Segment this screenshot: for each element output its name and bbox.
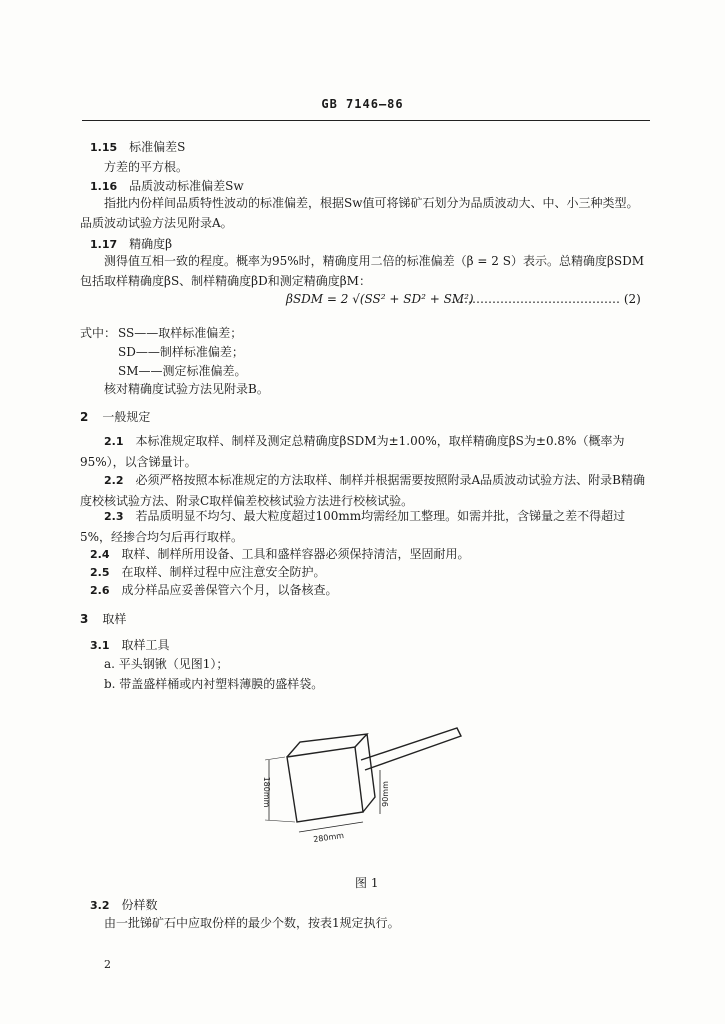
clause-body: 本标准规定取样、制样及测定总精确度βSDM为±1.00%，取样精确度βS为±0.8%（概率为95%），以含锑量计。 (80, 434, 625, 469)
clause-body: 若品质明显不均匀、最大粒度超过100mm均需经加工整理。如需并批，含锑量之差不得超过5%，经掺合均匀后再行取样。 (80, 509, 626, 544)
header-rule (82, 120, 650, 121)
clause-number: 2.1 (104, 435, 124, 448)
clause-2-2 (80, 470, 650, 511)
clause-number: 3.2 (90, 899, 110, 912)
clause-body: 成分样品应妥善保管六个月，以备核查。 (121, 583, 338, 597)
section-number: 2 (80, 410, 89, 424)
clause-1-15-definition: 方差的平方根。 (104, 160, 189, 174)
clause-2-1 (80, 431, 650, 472)
clause-number: 2.5 (90, 566, 110, 579)
clause-number: 2.3 (104, 510, 124, 523)
clause-title: 份样数 (121, 898, 158, 912)
section-number: 3 (80, 612, 89, 626)
clause-number: 2.2 (104, 474, 124, 487)
fig-dim-depth: 90mm (381, 781, 390, 807)
section-title: 一般规定 (102, 410, 151, 424)
clause-2-3 (80, 506, 650, 547)
clause-number: 1.17 (90, 238, 118, 251)
clause-1-16-heading (90, 177, 244, 194)
clause-number: 2.6 (90, 584, 110, 597)
clause-3-1-item-b: b. 带盖盛样桶或内衬塑料薄膜的盛样袋。 (104, 677, 324, 691)
clause-1-16-body: 指批内份样间品质特性波动的标准偏差，根据Sw值可将锑矿石划分为品质波动大、中、小三种类型。品质波动试验方法见附录A。 (80, 196, 639, 230)
clause-2-5 (90, 563, 326, 580)
where-label: 式中： (80, 326, 117, 340)
page-number: 2 (104, 958, 111, 971)
where-sd: SD——制样标准偏差； (118, 345, 244, 359)
clause-title: 精确度β (129, 237, 173, 251)
clause-body: 取样、制样所用设备、工具和盛样容器必须保持清洁，坚固耐用。 (121, 547, 470, 561)
clause-title: 标准偏差S (129, 140, 186, 154)
clause-1-17-heading (90, 235, 172, 252)
clause-2-4 (90, 545, 470, 562)
section-2-heading (80, 408, 150, 425)
section-title: 取样 (102, 612, 127, 626)
figure-1-shovel-drawing (255, 722, 475, 847)
clause-body: 在取样、制样过程中应注意安全防护。 (121, 565, 326, 579)
clause-title: 品质波动标准偏差Sw (129, 179, 244, 193)
clause-1-15-heading (90, 138, 185, 155)
fig-dim-height: 180mm (262, 776, 271, 808)
clause-body: 必须严格按照本标准规定的方法取样、制样并根据需要按照附录A品质波动试验方法、附录B精确度校核试验方法、附录C取样偏差校核试验方法进行校核试验。 (80, 473, 645, 508)
formula-2: βSDM = 2 √(SS² + SD² + SM²) (286, 292, 474, 306)
clause-3-2-heading (90, 896, 158, 913)
clause-3-1-item-a: a. 平头钢锹（见图1）； (104, 657, 229, 671)
clause-number: 3.1 (90, 639, 110, 652)
clause-title: 取样工具 (121, 638, 170, 652)
standard-number-header: GB 7146—86 (321, 97, 404, 111)
figure-caption: 图 1 (355, 876, 379, 890)
clause-2-6 (90, 581, 338, 598)
fig-dim-width: 280mm (312, 830, 345, 845)
clause-1-17-body: 测得值互相一致的程度。概率为95%时，精确度用二倍的标准偏差（β = 2 S）表示。总精确度βSDM包括取样精确度βS、制样精确度βD和测定精确度βM： (80, 254, 645, 288)
check-reference: 核对精确度试验方法见附录B。 (104, 382, 269, 396)
where-sm: SM——测定标准偏差。 (118, 364, 247, 378)
where-ss: SS——取样标准偏差； (118, 326, 243, 340)
formula-number: …………………………………… (2) (452, 292, 641, 306)
clause-number: 1.16 (90, 180, 118, 193)
clause-3-2-body: 由一批锑矿石中应取份样的最少个数，按表1规定执行。 (104, 916, 400, 930)
clause-number: 1.15 (90, 141, 118, 154)
section-3-heading (80, 610, 126, 627)
clause-number: 2.4 (90, 548, 110, 561)
clause-3-1-heading (90, 636, 170, 653)
